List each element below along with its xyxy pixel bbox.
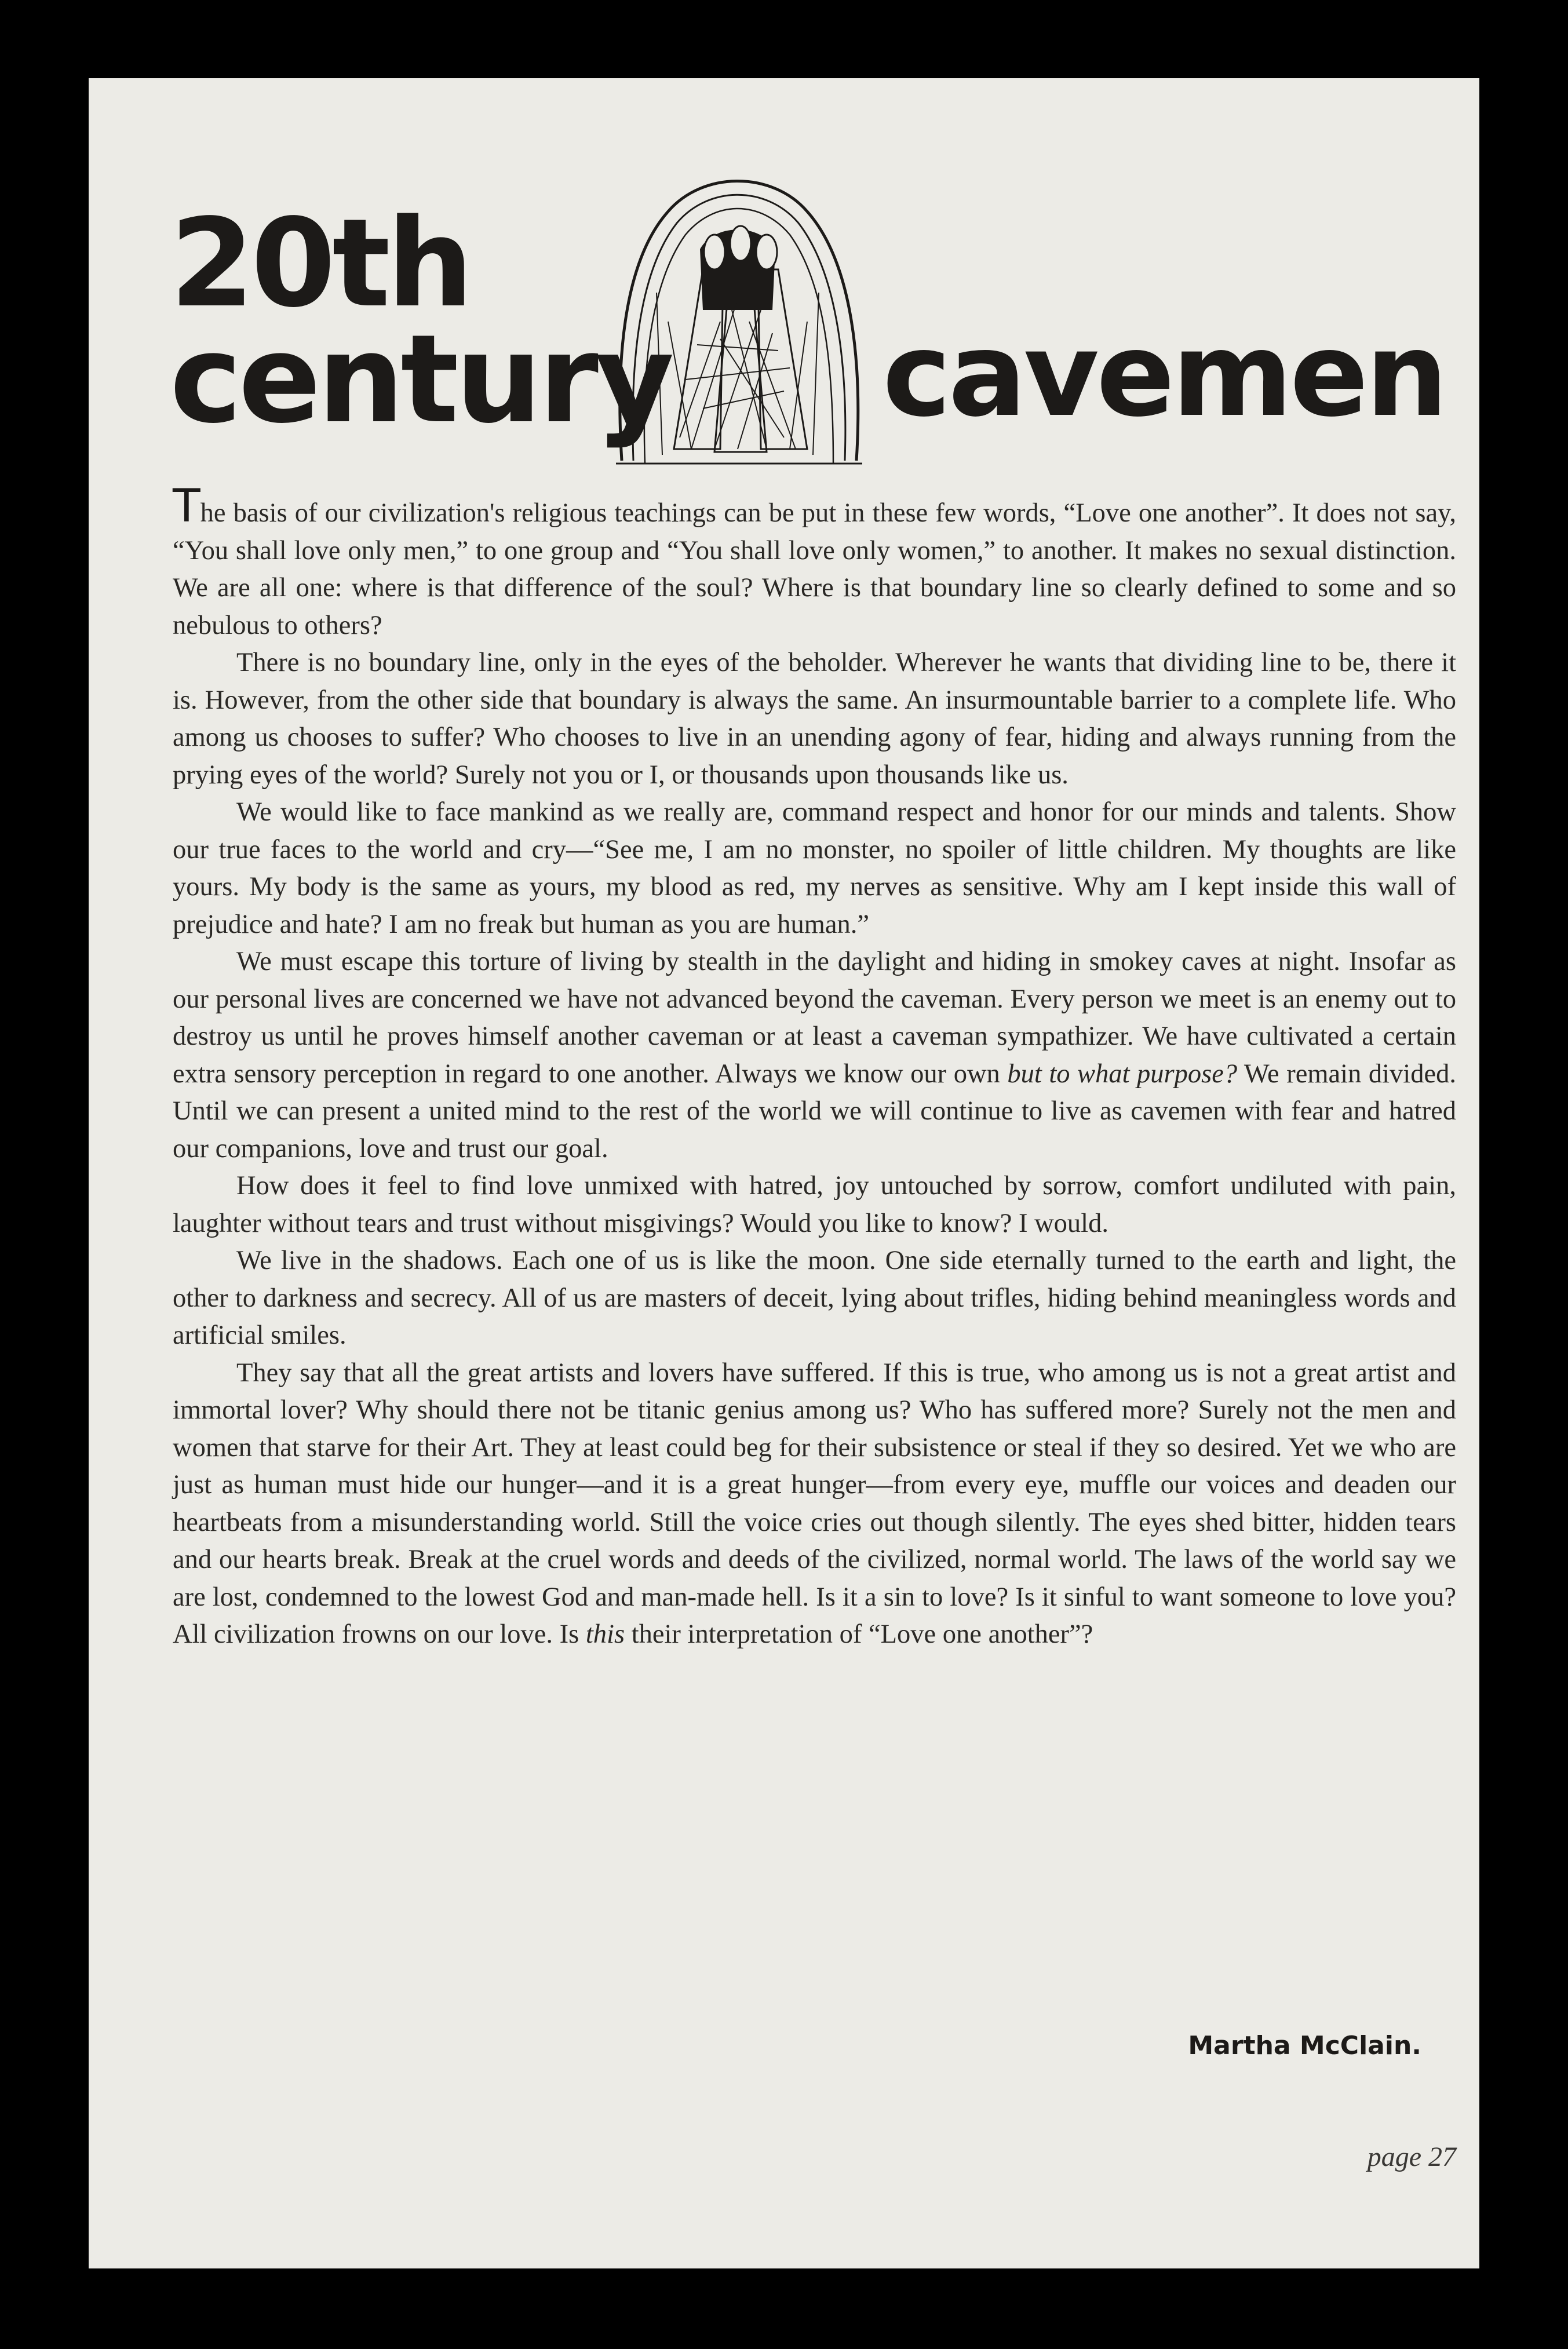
paragraph: We must escape this torture of living by stealth in the daylight and hiding in smokey caves at night. Insofar as our personal lives are concerned we have not advanced beyond the caveman. Every person we meet is an enemy out to destroy us until he proves himself another caveman or at least a caveman sympathizer. We have cultivated a certain extra sensory perception in regard to one another. Always we know our own but to what purpose? We remain divided. Until we can present a united mind to the rest of the world we will continue to live as cavemen with fear and hatred our companions, love and trust our goal. xyxy=(173,947,1456,1163)
title-line-20th: 20th xyxy=(170,192,471,334)
paragraph: The basis of our civilization's religious teachings can be put in these few words, “Love one another”. It does not say, “You shall love only men,” to one group and “You shall love only women,” to another. It makes no sexual distinction. We are all one: where is that difference of the soul? Where is that boundary line so clearly defined to some and so nebulous to others? xyxy=(173,480,1456,640)
emphasis: but to what purpose? xyxy=(1007,1059,1238,1089)
paragraph: There is no boundary line, only in the eyes of the beholder. Wherever he wants that dividing line to be, there it is. However, from the other side that boundary is always the same. An insurmountable barrier to a complete life. Who among us chooses to suffer? Who chooses to live in an unending agony of fear, hiding and always running from the prying eyes of the world? Surely not you or I, or thousands upon thousands like us. xyxy=(173,648,1456,790)
paragraph: We would like to face mankind as we really are, command respect and honor for our minds and talents. Show our true faces to the world and cry—“See me, I am no monster, no spoiler of little children. My thoughts are like yours. My body is the same as yours, my blood as red, my nerves as sensitive. Why am I kept inside this wall of prejudice and hate? I am no freak but human as you are human.” xyxy=(173,797,1456,939)
title-left xyxy=(170,192,671,450)
title-line-century: century xyxy=(170,308,671,450)
emphasis: this xyxy=(585,1620,625,1649)
paragraph: They say that all the great artists and lovers have suffered. If this is true, who among us is not a great artist and immortal lover? Why should there not be titanic genius among us? Who has suffered more? Surely not the men and women that starve for their Art. They at least could beg for their subsistence or steal if they so desired. Yet we who are just as human must hide our hunger—and it is a great hunger—from every eye, muffle our voices and deaden our heartbeats from a misunderstanding world. Still the voice cries out though silently. The eyes shed bitter, hidden tears and our hearts break. Break at the cruel words and deeds of the civilized, normal world. The laws of the world say we are lost, condemned to the lowest God and man-made hell. Is it a sin to love? Is it sinful to want someone to love you? All civilization frowns on our love. Is this their interpretation of “Love one another”? xyxy=(173,1358,1456,1649)
drop-cap: T xyxy=(173,480,200,532)
author-signature: Martha McClain. xyxy=(1188,2031,1421,2060)
paragraph: We live in the shadows. Each one of us is like the moon. One side eternally turned to the earth and light, the other to darkness and secrecy. All of us are masters of deceit, lying about trifles, hiding behind meaningless words and artificial smiles. xyxy=(173,1246,1456,1350)
magazine-page xyxy=(89,78,1479,2268)
page-number: page 27 xyxy=(1367,2142,1456,2172)
robed-figures-in-cave-icon xyxy=(599,148,877,472)
title-line-cavemen: cavemen xyxy=(883,308,1445,443)
paragraph: How does it feel to find love unmixed with hatred, joy untouched by sorrow, comfort undiluted with pain, laughter without tears and trust without misgivings? Would you like to know? I would. xyxy=(173,1171,1456,1238)
title-block xyxy=(89,78,1479,484)
article-body xyxy=(173,480,1456,1654)
